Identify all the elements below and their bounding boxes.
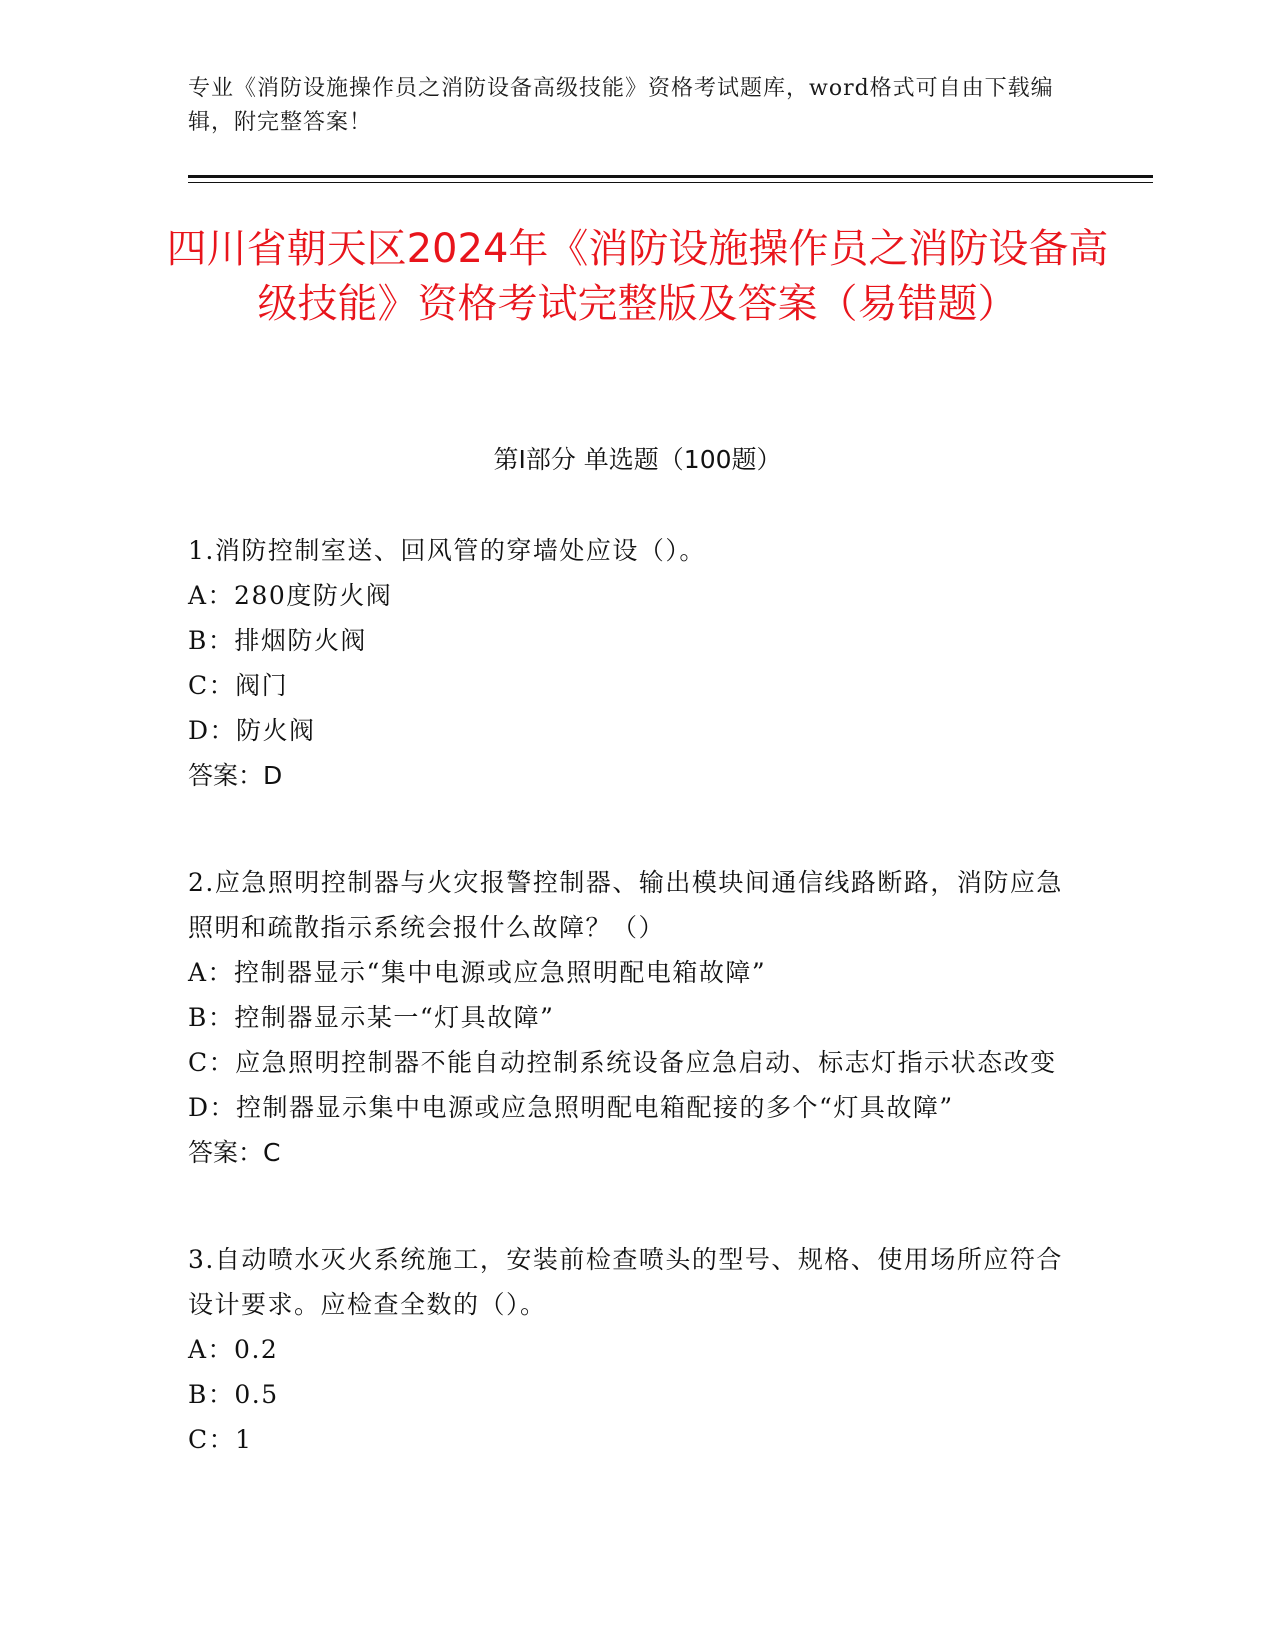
- section-title: 第Ⅰ部分 单选题（100题）: [493, 445, 782, 474]
- option-a: A：控制器显示“集中电源或应急照明配电箱故障”: [188, 958, 767, 987]
- question-stem: 1.消防控制室送、回风管的穿墙处应设（）。: [188, 536, 706, 565]
- header-note: 专业《消防设施操作员之消防设备高级技能》资格考试题库，word格式可自由下载编辑，附完整答案！: [188, 76, 1054, 135]
- option-b: B：排烟防火阀: [188, 626, 367, 655]
- question-2: [188, 860, 1088, 1175]
- document-title: 四川省朝天区2024年《消防设施操作员之消防设备高级技能》资格考试完整版及答案（易错题）: [166, 226, 1109, 327]
- question-3: [188, 1237, 1088, 1462]
- header-divider-thick: [188, 175, 1153, 178]
- option-b: B：控制器显示某一“灯具故障”: [188, 1003, 555, 1032]
- question-list: [188, 528, 1088, 1462]
- question-stem: 3.自动喷水灭火系统施工，安装前检查喷头的型号、规格、使用场所应符合设计要求。应检查全数的（）。: [188, 1245, 1063, 1319]
- option-d: D：控制器显示集中电源或应急照明配电箱配接的多个“灯具故障”: [188, 1093, 954, 1122]
- option-b: B：0.5: [188, 1380, 279, 1409]
- question-stem: 2.应急照明控制器与火灾报警控制器、输出模块间通信线路断路，消防应急照明和疏散指示系统会报什么故障？（）: [188, 868, 1063, 942]
- header-divider-thin: [188, 182, 1153, 183]
- option-c: C：应急照明控制器不能自动控制系统设备应急启动、标志灯指示状态改变: [188, 1048, 1057, 1077]
- answer: 答案：D: [188, 761, 283, 790]
- question-1: [188, 528, 1088, 798]
- option-c: C：1: [188, 1425, 253, 1454]
- answer: 答案：C: [188, 1138, 281, 1167]
- option-a: A：280度防火阀: [188, 581, 393, 610]
- option-c: C：阀门: [188, 671, 289, 700]
- option-a: A：0.2: [188, 1335, 279, 1364]
- option-d: D：防火阀: [188, 716, 316, 745]
